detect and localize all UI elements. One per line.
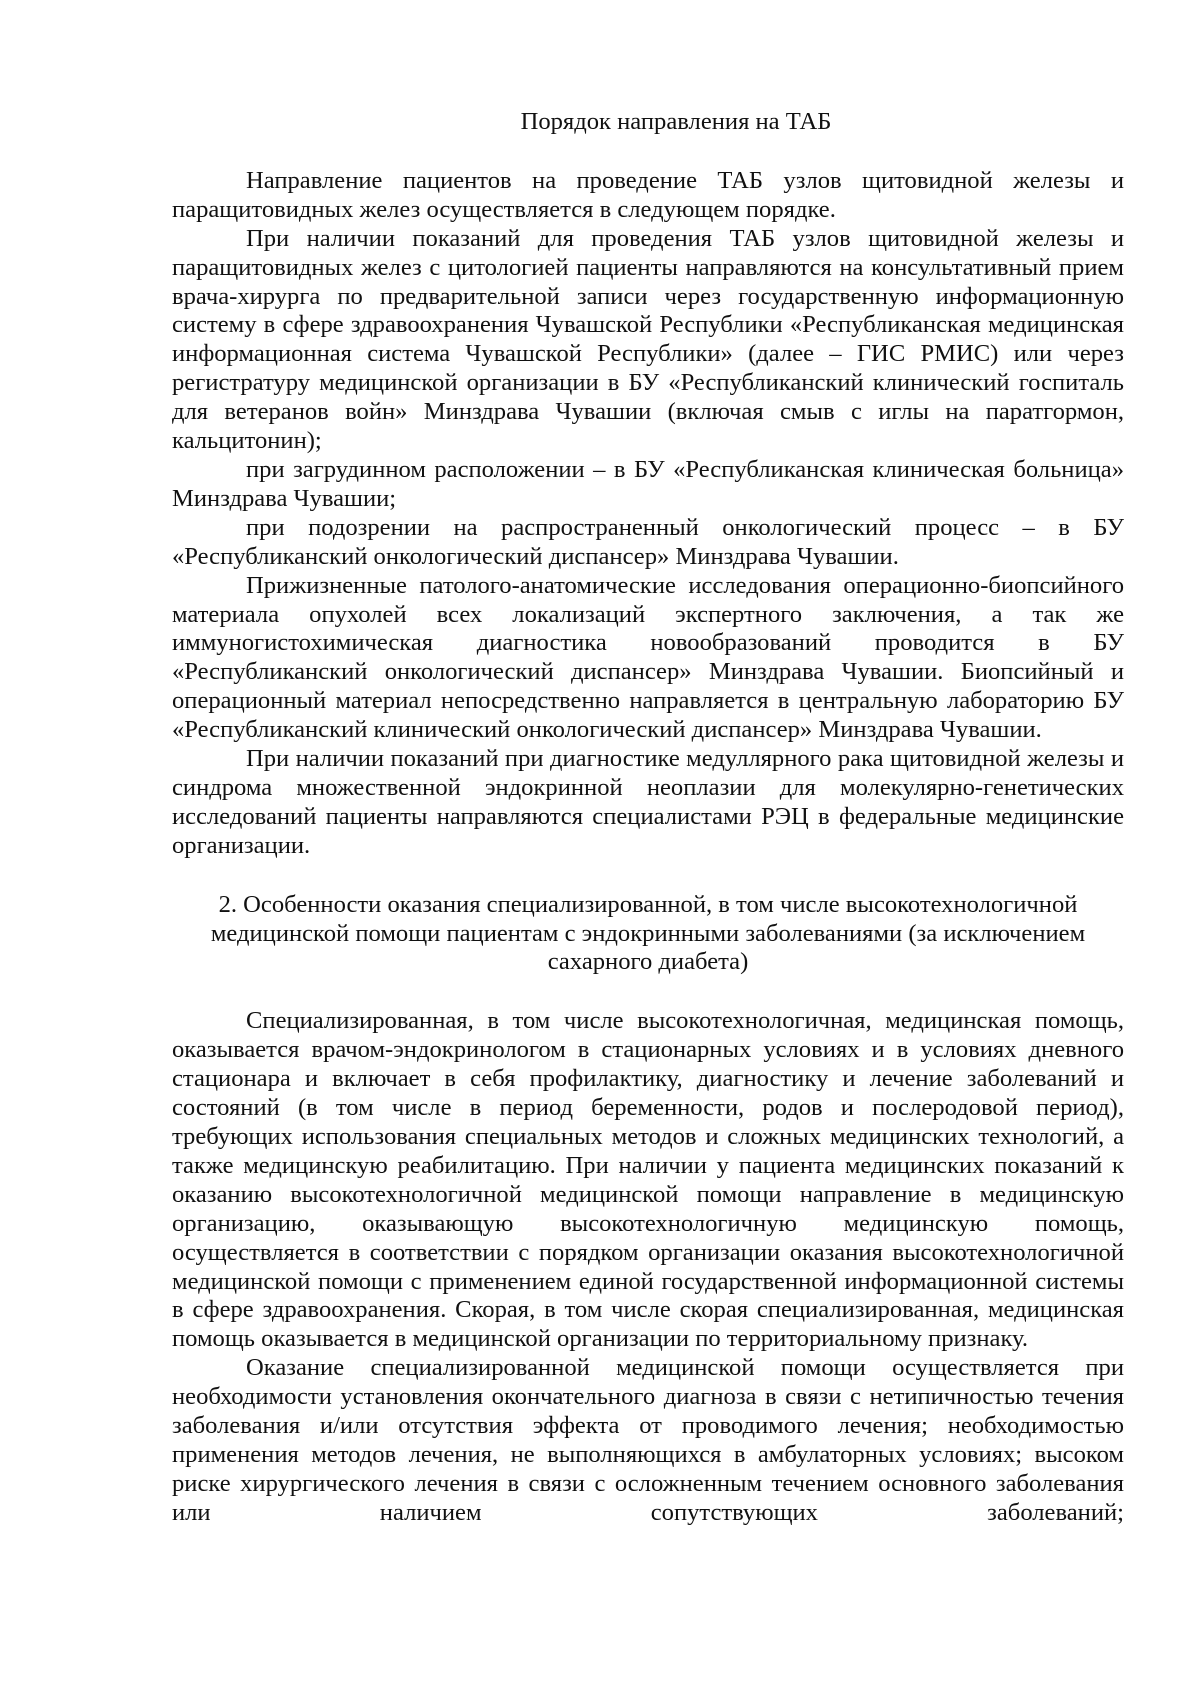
paragraph: При наличии показаний при диагностике медуллярного рака щитовидной железы и синдрома множественной эндокринной неоплазии для молекулярно-генетических исследований пациенты направляются специалистами РЭЦ в федеральные медицинские организации. xyxy=(172,745,1124,859)
paragraph: при подозрении на распространенный онкологический процесс – в БУ «Республиканский онкологический диспансер» Минздрава Чувашии. xyxy=(172,513,1124,570)
section-title: 2. Особенности оказания специализированной, в том числе высокотехнологичной медицинской помощи пациентам с эндокринными заболеваниями (за исключением сахарного диабета) xyxy=(210,890,1086,976)
document-heading: Порядок направления на ТАБ xyxy=(520,108,832,135)
paragraph: При наличии показаний для проведения ТАБ узлов щитовидной железы и паращитовидных желез с цитологией пациенты направляются на консультативный прием врача-хирурга по предварительной записи через государственную информационную систему в сфере здравоохранения Чувашской Республики «Республиканская медицинская информационная система Чувашской Республики» (далее – ГИС РМИС) или через регистратуру медицинской организации в БУ «Республиканский клинический госпиталь для ветеранов войн» Минздрава Чувашии (включая смыв с иглы на паратгормон, кальцитонин); xyxy=(172,224,1124,455)
paragraph: Специализированная, в том числе высокотехнологичная, медицинская помощь, оказывается врачом-эндокринологом в стационарных условиях и в условиях дневного стационара и включает в себя профилактику, диагностику и лечение заболеваний и состояний (в том числе в период беременности, родов и послеродовой период), требующих использования специальных методов и сложных медицинских технологий, а также медицинскую реабилитацию. При наличии у пациента медицинских показаний к оказанию высокотехнологичной медицинской помощи направление в медицинскую организацию, оказывающую высокотехнологичную медицинскую помощь, осуществляется в соответствии с порядком организации оказания высокотехнологичной медицинской помощи с применением единой государственной информационной системы в сфере здравоохранения. Скорая, в том числе скорая специализированная, медицинская помощь оказывается в медицинской организации по территориальному признаку. xyxy=(172,1007,1124,1353)
paragraph: Направление пациентов на проведение ТАБ узлов щитовидной железы и паращитовидных желез осуществляется в следующем порядке. xyxy=(172,166,1124,223)
document-page xyxy=(172,108,1124,1528)
paragraph: при загрудинном расположении – в БУ «Республиканская клиническая больница» Минздрава Чувашии; xyxy=(172,455,1124,512)
paragraph: Прижизненные патолого-анатомические исследования операционно-биопсийного материала опухолей всех локализаций экспертного заключения, а так же иммуногистохимическая диагностика новообразований проводится в БУ «Республиканский онкологический диспансер» Минздрава Чувашии. Биопсийный и операционный материал непосредственно направляется в центральную лабораторию БУ «Республиканский клинический онкологический диспансер» Минздрава Чувашии. xyxy=(172,571,1124,744)
paragraph: Оказание специализированной медицинской помощи осуществляется при необходимости установления окончательного диагноза в связи с нетипичностью течения заболевания и/или отсутствия эффекта от проводимого лечения; необходимостью применения методов лечения, не выполняющихся в амбулаторных условиях; высоком риске хирургического лечения в связи с осложненным течением основного заболевания или наличием сопутствующих заболеваний; xyxy=(172,1354,1124,1526)
